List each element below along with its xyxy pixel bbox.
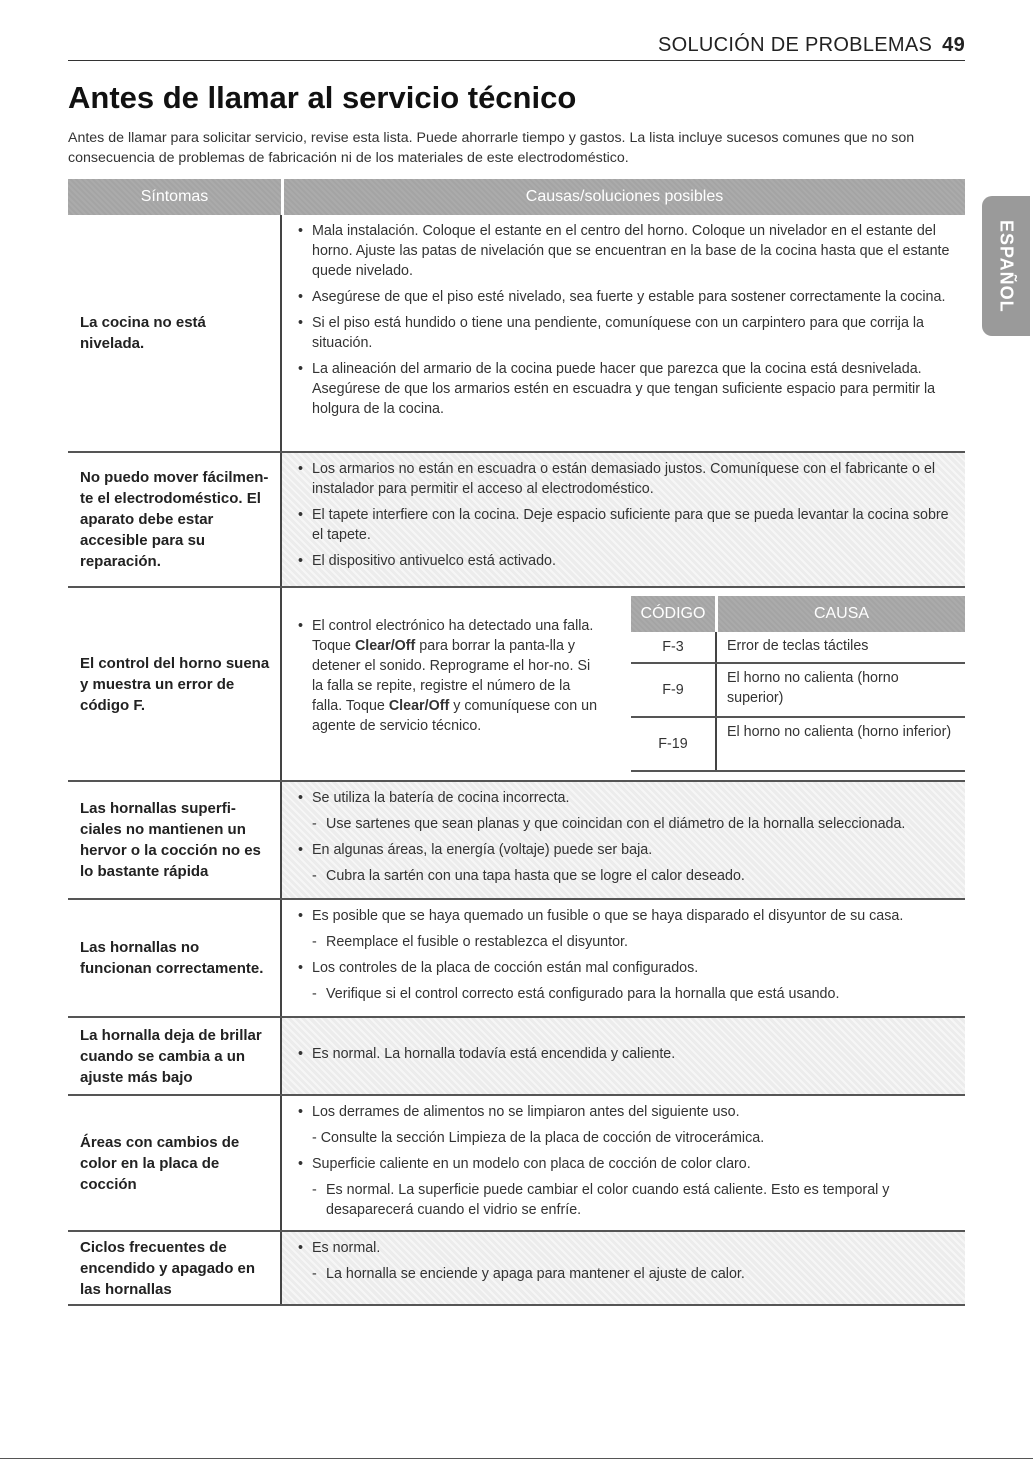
cause-item: • Los derrames de alimentos no se limpiaron antes del siguiente uso.: [298, 1102, 955, 1122]
error-code-table: [631, 596, 965, 772]
cause-cell: [282, 900, 965, 1016]
cause-subitem: - Es normal. La superficie puede cambiar el color cuando está caliente. Esto es temporal y desaparecerá cuando el vidrio se enfríe.: [298, 1180, 955, 1220]
cause-text: y comuníquese con un agente de servicio técnico.: [312, 698, 598, 734]
page-title: Antes de llamar al servicio técnico: [68, 80, 577, 115]
table-row: [68, 900, 965, 1018]
table-row: [68, 1018, 965, 1096]
cause-item: • Es normal. La hornalla todavía está encendida y caliente.: [298, 1044, 675, 1064]
error-code: F-9: [631, 664, 717, 716]
error-code: F-19: [631, 718, 717, 770]
cause-cell: [282, 453, 965, 586]
cause-subitem: - Cubra la sartén con una tapa hasta que se logre el calor deseado.: [298, 866, 955, 886]
cause-subitem: - La hornalla se enciende y apaga para mantener el ajuste de calor.: [298, 1264, 955, 1284]
cause-subitem: - Use sartenes que sean planas y que coincidan con el diámetro de la hornalla seleccionada.: [298, 814, 955, 834]
error-cause: El horno no calienta (horno inferior): [727, 724, 952, 740]
cause-item: • Los armarios no están en escuadra o están demasiado justos. Comuníquese con el fabricante o el instalador para permitir el acceso al electrodoméstico.: [298, 459, 955, 499]
symptom-cell: No puedo mover fácilmen-te el electrodoméstico. El aparato debe estar accesible para su reparación.: [68, 453, 282, 586]
causes-column-header: Causas/soluciones posibles: [284, 179, 965, 215]
clear-off-key-label: Clear/Off: [388, 698, 450, 714]
cause-item: • Es posible que se haya quemado un fusible o que se haya disparado el disyuntor de su casa.: [298, 906, 955, 926]
page-bottom-rule: [0, 1458, 1033, 1459]
cause-item: • Asegúrese de que el piso esté nivelado, sea fuerte y estable para sostener correctamente la cocina.: [298, 287, 955, 307]
symptom-cell: Áreas con cambios de color en la placa de cocción: [68, 1096, 282, 1230]
symptoms-column-header: Síntomas: [68, 179, 281, 215]
cause-subitem: - Consulte la sección Limpieza de la placa de cocción de vitrocerámica.: [312, 1130, 765, 1146]
symptom-cell: La hornalla deja de brillar cuando se cambia a un ajuste más bajo: [68, 1018, 282, 1094]
cause-cell: [282, 1018, 965, 1094]
symptom-cell: La cocina no está nivelada.: [68, 215, 282, 451]
table-row: [68, 588, 965, 782]
symptom-cell: Las hornallas superfi-ciales no mantienen un hervor o la cocción no es lo bastante rápida: [68, 782, 282, 898]
cause-item: [298, 616, 602, 736]
cause-cell: [282, 215, 965, 451]
error-cause: El horno no calienta (horno superior): [727, 670, 899, 706]
table-row: [68, 453, 965, 588]
cause-item: • Los controles de la placa de cocción están mal configurados.: [298, 958, 955, 978]
cause-column-header: CAUSA: [718, 596, 965, 632]
cause-cell: [282, 1096, 965, 1230]
code-table-header: [631, 596, 965, 632]
code-column-header: CÓDIGO: [631, 596, 715, 632]
language-side-tab: [982, 196, 1030, 336]
cause-item: • Es normal.: [298, 1238, 955, 1258]
cause-text: El control electrónico ha detectado una falla. Toque: [312, 618, 594, 654]
page-number: 49: [942, 34, 965, 56]
cause-cell: [282, 1232, 965, 1304]
cause-item: • Mala instalación. Coloque el estante en el centro del horno. Coloque un nivelador en el estante del horno. Ajuste las patas de nivelación que se encuentran en la base de la cocina hasta que el estante quede nivelado.: [298, 221, 955, 281]
cause-item: • La alineación del armario de la cocina puede hacer que parezca que la cocina está desnivelada. Asegúrese de que los armarios estén en escuadra y que tengan suficiente espacio para permitir la holgura de la cocina.: [298, 359, 955, 419]
table-row: [68, 1232, 965, 1306]
error-code: F-3: [631, 632, 717, 662]
table-row: [68, 782, 965, 900]
cause-item: • Si el piso está hundido o tiene una pendiente, comuníquese con un carpintero para que corrija la situación.: [298, 313, 955, 353]
symptom-cell: Ciclos frecuentes de encendido y apagado en las hornallas: [68, 1232, 282, 1304]
cause-subitem: - Reemplace el fusible o restablezca el disyuntor.: [298, 932, 955, 952]
code-row: [631, 718, 965, 772]
running-header: [658, 34, 965, 57]
side-tab-label: ESPAÑOL: [996, 219, 1017, 313]
symptom-cell: Las hornallas no funcionan correctamente.: [68, 900, 282, 1016]
symptom-cell: El control del horno suena y muestra un error de código F.: [68, 588, 282, 780]
cause-item: • Se utiliza la batería de cocina incorrecta.: [298, 788, 955, 808]
cause-item: • En algunas áreas, la energía (voltaje) puede ser baja.: [298, 840, 955, 860]
error-cause: Error de teclas táctiles: [727, 638, 869, 654]
section-title: SOLUCIÓN DE PROBLEMAS: [657, 34, 933, 56]
cause-cell: [282, 782, 965, 898]
header-rule: [68, 60, 965, 61]
cause-text: para borrar la panta-lla y detener el sonido. Reprograme el hor-no. Si la falla se repite, registre el número de la falla. Toque: [312, 638, 591, 714]
table-header: [68, 179, 965, 215]
cause-item: • El dispositivo antivuelco está activado.: [298, 551, 955, 571]
table-row: [68, 1096, 965, 1232]
cause-cell: [282, 588, 965, 780]
clear-off-key-label: Clear/Off: [354, 638, 416, 654]
cause-subitem: - Verifique si el control correcto está configurado para la hornalla que está usando.: [298, 984, 955, 1004]
cause-item: • El tapete interfiere con la cocina. Deje espacio suficiente para que se pueda levantar la cocina sobre el tapete.: [298, 505, 955, 545]
code-row: [631, 632, 965, 664]
code-row: [631, 664, 965, 718]
table-row: [68, 215, 965, 453]
cause-item: • Superficie caliente en un modelo con placa de cocción de color claro.: [298, 1154, 955, 1174]
intro-paragraph: Antes de llamar para solicitar servicio, revise esta lista. Puede ahorrarle tiempo y gastos. La lista incluye sucesos comunes que no son consecuencia de problemas de fabricación ni de los materiales de este electrodoméstico.: [68, 130, 915, 166]
